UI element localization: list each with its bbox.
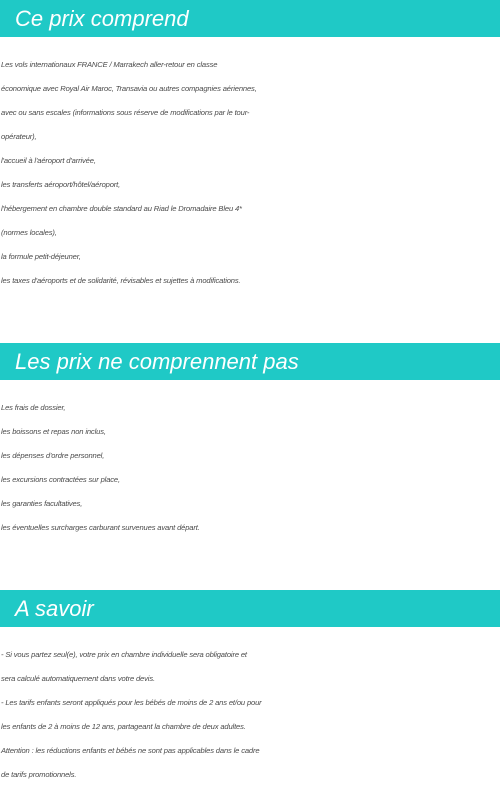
section-title-not-included: Les prix ne comprennent pas (15, 349, 299, 374)
included-line: opérateur), (1, 132, 37, 141)
section-header-not-included (0, 343, 500, 380)
included-line: Les vols internationaux FRANCE / Marrakech aller-retour en classe (1, 60, 218, 69)
section-title-included: Ce prix comprend (15, 6, 189, 31)
good-to-know-line: - Si vous partez seul(e), votre prix en chambre individuelle sera obligatoire et (1, 650, 247, 659)
included-line: la formule petit-déjeuner, (1, 252, 81, 261)
not-included-line: les dépenses d'ordre personnel, (1, 451, 105, 460)
good-to-know-line: de tarifs promotionnels. (1, 770, 77, 779)
included-line: (normes locales), (1, 228, 57, 237)
included-line: économique avec Royal Air Maroc, Transavia ou autres compagnies aériennes, (1, 84, 257, 93)
section-title-good-to-know: A savoir (15, 596, 94, 621)
good-to-know-line: - Les tarifs enfants seront appliqués pour les bébés de moins de 2 ans et/ou pour (1, 698, 262, 707)
good-to-know-line: Attention : les réductions enfants et bébés ne sont pas applicables dans le cadre (1, 746, 260, 755)
included-list (1, 53, 500, 293)
included-line: les transferts aéroport/hôtel/aéroport, (1, 180, 121, 189)
not-included-line: Les frais de dossier, (1, 403, 66, 412)
not-included-line: les éventuelles surcharges carburant survenues avant départ. (1, 523, 200, 532)
section-header-good-to-know (0, 590, 500, 627)
good-to-know-line: sera calculé automatiquement dans votre devis. (1, 674, 155, 683)
not-included-line: les garanties facultatives, (1, 499, 83, 508)
good-to-know-line: les enfants de 2 à moins de 12 ans, partageant la chambre de deux adultes. (1, 722, 246, 731)
not-included-list (1, 396, 500, 540)
not-included-line: les excursions contractées sur place, (1, 475, 120, 484)
good-to-know-list (1, 643, 500, 787)
included-line: les taxes d'aéroports et de solidarité, révisables et sujettes à modifications. (1, 276, 241, 285)
section-header-included (0, 0, 500, 37)
included-line: l'accueil à l'aéroport d'arrivée, (1, 156, 96, 165)
not-included-line: les boissons et repas non inclus, (1, 427, 106, 436)
included-line: avec ou sans escales (informations sous réserve de modifications par le tour- (1, 108, 250, 117)
included-line: l'hébergement en chambre double standard au Riad le Dromadaire Bleu 4* (1, 204, 242, 213)
